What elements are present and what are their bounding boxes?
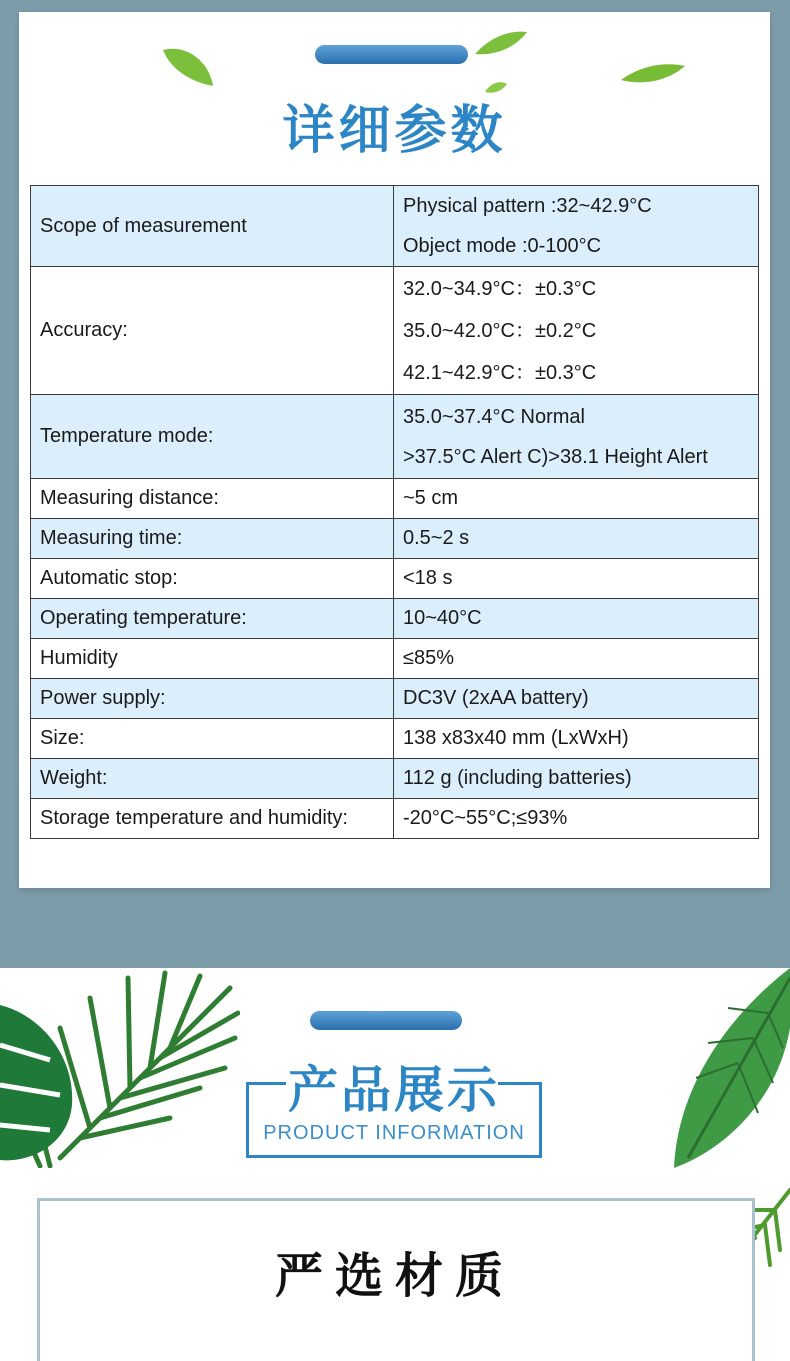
spec-label: Accuracy:: [31, 267, 394, 395]
spec-value: [394, 267, 759, 395]
table-row: [31, 719, 759, 759]
leaf-icon: [471, 26, 531, 60]
table-row: [31, 599, 759, 639]
table-row: [31, 479, 759, 519]
table-row: [31, 559, 759, 599]
spec-value: DC3V (2xAA battery): [394, 679, 759, 719]
spec-value-line: 35.0~42.0°C：±0.2°C: [403, 319, 597, 342]
leaf-icon: [617, 58, 689, 88]
product-title: 产品展示: [288, 1061, 500, 1119]
spec-value-line: Object mode :0-100°C: [403, 235, 602, 257]
spec-value-line: Physical pattern :32~42.9°C: [403, 195, 652, 217]
spec-value: 112 g (including batteries): [394, 759, 759, 799]
leaf-icon: [668, 968, 790, 1198]
spec-label: Humidity: [31, 639, 394, 679]
spec-value: <18 s: [394, 559, 759, 599]
spec-value-line: 42.1~42.9°C：±0.3°C: [403, 361, 597, 384]
spec-value: 138 x83x40 mm (LxWxH): [394, 719, 759, 759]
section-title: 严选材质: [274, 1248, 515, 1304]
spec-label: Measuring time:: [31, 519, 394, 559]
spec-value: [394, 186, 759, 267]
spec-label: Power supply:: [31, 679, 394, 719]
spec-value: ~5 cm: [394, 479, 759, 519]
spec-card: [19, 12, 770, 888]
monstera-leaf-icon: [0, 1005, 80, 1165]
table-row: [31, 679, 759, 719]
table-row: [31, 395, 759, 479]
table-row: [31, 759, 759, 799]
leaf-icon: [159, 42, 219, 92]
spec-value: ≤85%: [394, 639, 759, 679]
header-pill: [315, 45, 468, 64]
table-row: [31, 799, 759, 839]
spec-label: Temperature mode:: [31, 395, 394, 479]
section-pill: [310, 1011, 462, 1030]
table-row: [31, 639, 759, 679]
spec-value-line: 32.0~34.9°C：±0.3°C: [403, 277, 597, 300]
spec-label: Automatic stop:: [31, 559, 394, 599]
spec-label: Scope of measurement: [31, 186, 394, 267]
table-row: [31, 186, 759, 267]
spec-value-line: 35.0~37.4°C Normal: [403, 405, 585, 428]
spec-label: Operating temperature:: [31, 599, 394, 639]
spec-value: -20°C~55°C;≤93%: [394, 799, 759, 839]
spec-value: 10~40°C: [394, 599, 759, 639]
table-row: [31, 267, 759, 395]
spec-value-line: >37.5°C Alert C)>38.1 Height Alert: [403, 445, 708, 468]
spec-label: Weight:: [31, 759, 394, 799]
product-subtitle: PRODUCT INFORMATION: [263, 1122, 525, 1144]
spec-value: 0.5~2 s: [394, 519, 759, 559]
spec-label: Measuring distance:: [31, 479, 394, 519]
table-row: [31, 519, 759, 559]
spec-table: [30, 185, 759, 839]
spec-label: Size:: [31, 719, 394, 759]
page-title: 详细参数: [282, 101, 507, 161]
spec-label: Storage temperature and humidity:: [31, 799, 394, 839]
spec-value: [394, 395, 759, 479]
